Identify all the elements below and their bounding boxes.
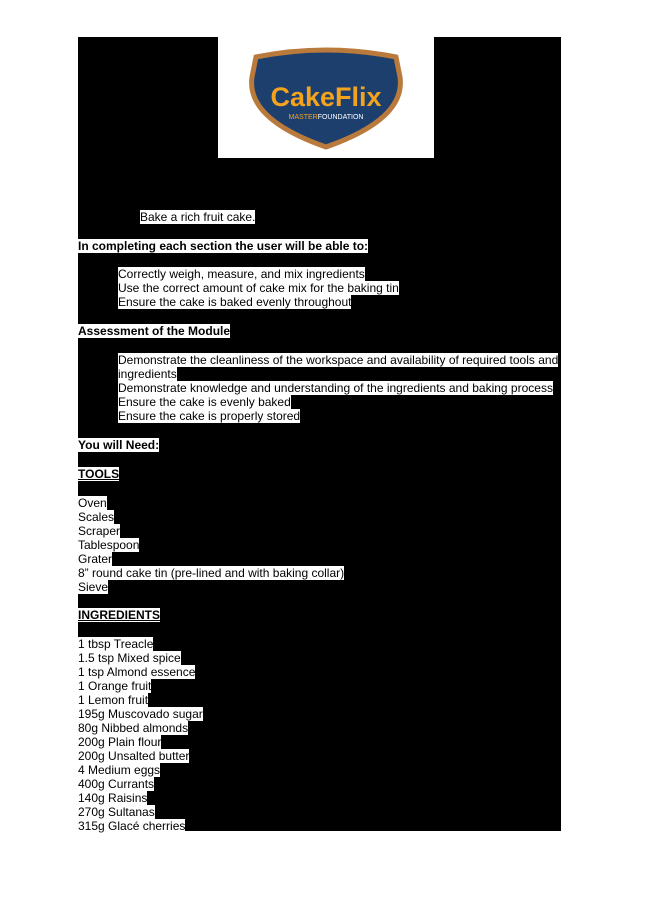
list-item: Ensure the cake is baked evenly throughout xyxy=(118,295,352,309)
list-item: 1 Lemon fruit xyxy=(78,693,149,707)
list-item: Tablespoon xyxy=(78,538,140,552)
logo-brand-text: CakeFlix xyxy=(270,82,382,112)
objective-text: Bake a rich fruit cake. xyxy=(140,210,256,224)
list-item: 400g Currants xyxy=(78,777,155,791)
ingredients-heading xyxy=(78,608,160,622)
list-item: 1.5 tsp Mixed spice xyxy=(78,651,181,665)
cakeflix-logo xyxy=(218,37,434,158)
list-item: 195g Muscovado sugar xyxy=(78,707,203,721)
tools-heading xyxy=(78,467,119,481)
list-item: Demonstrate the cleanliness of the workspace and availability of required tools and ingredients xyxy=(118,353,559,381)
section2-heading-text: Assessment of the Module xyxy=(78,324,231,338)
tools-heading-text: TOOLS xyxy=(78,467,120,481)
list-item: 200g Plain flour xyxy=(78,735,162,749)
list-item: 200g Unsalted butter xyxy=(78,749,190,763)
list-item: 140g Raisins xyxy=(78,791,148,805)
logo-tagline xyxy=(289,114,364,121)
list-item: 4 Medium eggs xyxy=(78,763,161,777)
section2-list xyxy=(118,353,561,423)
tools-list xyxy=(78,496,561,594)
list-item: Grater xyxy=(78,552,113,566)
list-item: 80g Nibbed almonds xyxy=(78,721,189,735)
logo-tagline-master: MASTER xyxy=(288,114,318,121)
list-item: 315g Glacé cherries xyxy=(78,819,186,833)
list-item: 8” round cake tin (pre-lined and with baking collar) xyxy=(78,566,345,580)
objective xyxy=(140,210,255,224)
list-item: Oven xyxy=(78,496,107,510)
list-item: Ensure the cake is evenly baked xyxy=(118,395,291,409)
list-item: 1 tsp Almond essence xyxy=(78,665,196,679)
need-heading xyxy=(78,438,159,452)
list-item: Ensure the cake is properly stored xyxy=(118,409,301,423)
ingredients-list xyxy=(78,637,561,833)
section2-heading xyxy=(78,324,230,338)
logo-area xyxy=(218,37,434,158)
need-heading-text: You will Need: xyxy=(78,438,160,452)
logo-tagline-foundation: FOUNDATION xyxy=(317,114,364,121)
section1-heading-text: In completing each section the user will be able to: xyxy=(78,239,369,253)
list-item: 270g Sultanas xyxy=(78,805,155,819)
list-item: Scraper xyxy=(78,524,121,538)
list-item: Scales xyxy=(78,510,115,524)
list-item: 1 Orange fruit xyxy=(78,679,152,693)
list-item: Use the correct amount of cake mix for the baking tin xyxy=(118,281,399,295)
section1-heading xyxy=(78,239,368,253)
list-item: 1 tbsp Treacle xyxy=(78,637,154,651)
ingredients-heading-text: INGREDIENTS xyxy=(78,608,161,622)
list-item: Demonstrate knowledge and understanding of the ingredients and baking process xyxy=(118,381,553,395)
list-item: Correctly weigh, measure, and mix ingredients xyxy=(118,267,365,281)
section1-list xyxy=(118,267,561,309)
list-item: Sieve xyxy=(78,580,109,594)
